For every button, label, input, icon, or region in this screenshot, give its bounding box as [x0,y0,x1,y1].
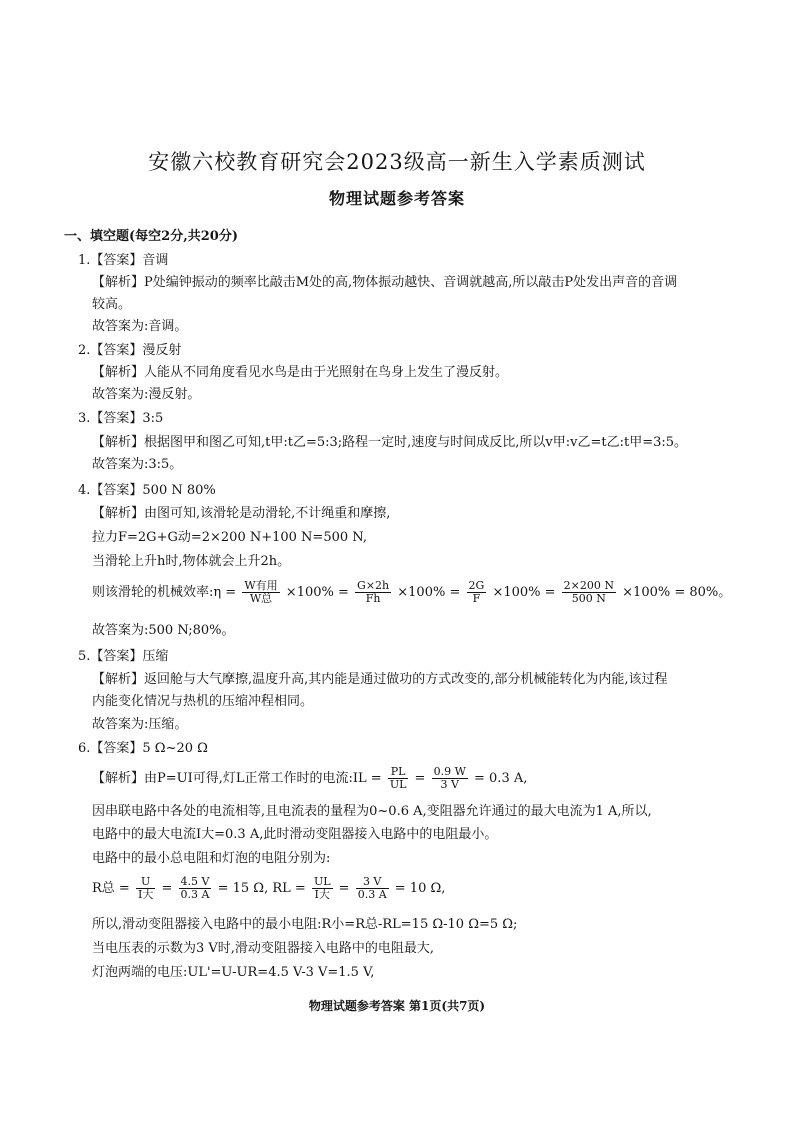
res-mid: = 15 Ω, RL = [217,881,306,896]
numerator: W有用 [244,579,278,592]
q3-analysis: 【解析】根据图甲和图乙可知,t甲:t乙=5:3;路程一定时,速度与时间成反比,所以v甲:v乙=t乙:t甲=3:5。 [92,435,688,450]
q6-current [92,766,527,791]
q3-final: 故答案为:3:5。 [92,457,183,472]
denominator: I大 [137,888,154,901]
eff-term: ×100% = [285,585,349,600]
q5-analysis: 【解析】返回舱与大气摩擦,温度升高,其内能是通过做功的方式改变的,部分机械能转化为内能,该过程 [92,672,668,687]
fraction [242,580,279,605]
equals: = [161,881,173,896]
q6-line: 当电压表的示数为3 V时,滑动变阻器接入电路中的电阻最大, [92,941,435,956]
denominator: Fh [365,592,381,605]
q2-answer: 2.【答案】漫反射 [78,343,182,358]
denominator: W总 [249,592,273,605]
fraction [388,766,409,791]
denominator: 0.3 A [357,888,387,901]
current-prefix: 【解析】由P=UI可得,灯L正常工作时的电流:IL = [92,771,382,786]
eff-prefix: 则该滑轮的机械效率:η = [92,585,237,600]
fraction [179,876,212,901]
fraction [356,876,389,901]
fraction [355,580,391,605]
denominator: I大 [314,888,330,901]
res-result: = 10 Ω, [394,881,446,896]
q4-final: 故答案为:500 N;80%。 [92,623,235,638]
q6-answer: 6.【答案】5 Ω~20 Ω [78,741,208,756]
numerator: 3 V [356,876,389,889]
q5-analysis-cont: 内能变化情况与热机的压缩冲程相同。 [92,694,314,709]
q4-answer: 4.【答案】500 N 80% [78,483,216,498]
equals: = [414,771,426,786]
numerator: PL [388,766,409,779]
numerator: UL [313,875,331,888]
q1-analysis-cont: 较高。 [92,297,132,312]
denominator: 0.3 A [180,888,210,901]
eff-term: ×100% = 80%。 [622,585,732,600]
numerator: U [136,876,155,889]
q2-final: 故答案为:漫反射。 [92,387,201,402]
denominator: 3 V [440,778,459,791]
denominator: 500 N [571,592,606,605]
page-subtitle: 物理试题参考答案 [328,189,465,208]
current-result: = 0.3 A, [474,771,528,786]
q3-answer: 3.【答案】3:5 [78,411,164,426]
fraction [136,876,155,901]
fraction [467,580,487,605]
page-title: 安徽六校教育研究会2023级高一新生入学素质测试 [148,150,646,174]
q6-line: 因串联电路中各处的电流相等,且电流表的量程为0~0.6 A,变阻器允许通过的最大电流为1 A,所以, [92,804,652,819]
q6-resistance [92,876,445,901]
equals: = [338,881,350,896]
q6-line: 电路中的最小总电阻和灯泡的电阻分别为: [92,851,331,866]
eff-term: ×100% = [492,585,556,600]
q4-force: 拉力F=2G+G动=2×200 N+100 N=500 N, [92,530,367,545]
q6-line: 电路中的最大电流I大=0.3 A,此时滑动变阻器接入电路中的电阻最小。 [92,827,498,842]
page-footer: 物理试题参考答案 第1页(共7页) [308,999,486,1013]
eff-term: ×100% = [397,585,461,600]
q4-efficiency [92,580,731,605]
q2-analysis: 【解析】人能从不同角度看见水鸟是由于光照射在鸟身上发生了漫反射。 [92,365,509,380]
numerator: 2G [468,579,485,592]
numerator: 4.5 V [180,875,210,888]
fraction [432,766,468,791]
fraction [562,580,616,605]
q4-analysis: 【解析】由图可知,该滑轮是动滑轮,不计绳重和摩擦, [92,506,391,521]
numerator: 0.9 W [433,765,466,778]
q1-answer: 1.【答案】音调 [78,253,169,268]
q6-line: 所以,滑动变阻器接入电路中的最小电阻:R小=R总-RL=15 Ω-10 Ω=5 Ω; [92,917,518,932]
numerator: G×2h [357,579,390,592]
numerator: 2×200 N [563,579,615,592]
denominator: F [472,592,481,605]
q5-answer: 5.【答案】压缩 [78,649,169,664]
fraction [312,876,333,901]
section-heading: 一、填空题(每空2分,共20分) [64,229,238,244]
denominator: UL [389,778,407,791]
q1-analysis: 【解析】P处编钟振动的频率比敲击M处的高,物体振动越快、音调就越高,所以敲击P处发出声音的音调 [92,275,678,290]
q5-final: 故答案为:压缩。 [92,717,188,732]
q6-line: 灯泡两端的电压:UL'=U-UR=4.5 V-3 V=1.5 V, [92,965,375,980]
res-prefix: R总 = [92,881,130,896]
q4-rise: 当滑轮上升h时,物体就会上升2h。 [92,554,291,569]
q1-final: 故答案为:音调。 [92,319,188,334]
